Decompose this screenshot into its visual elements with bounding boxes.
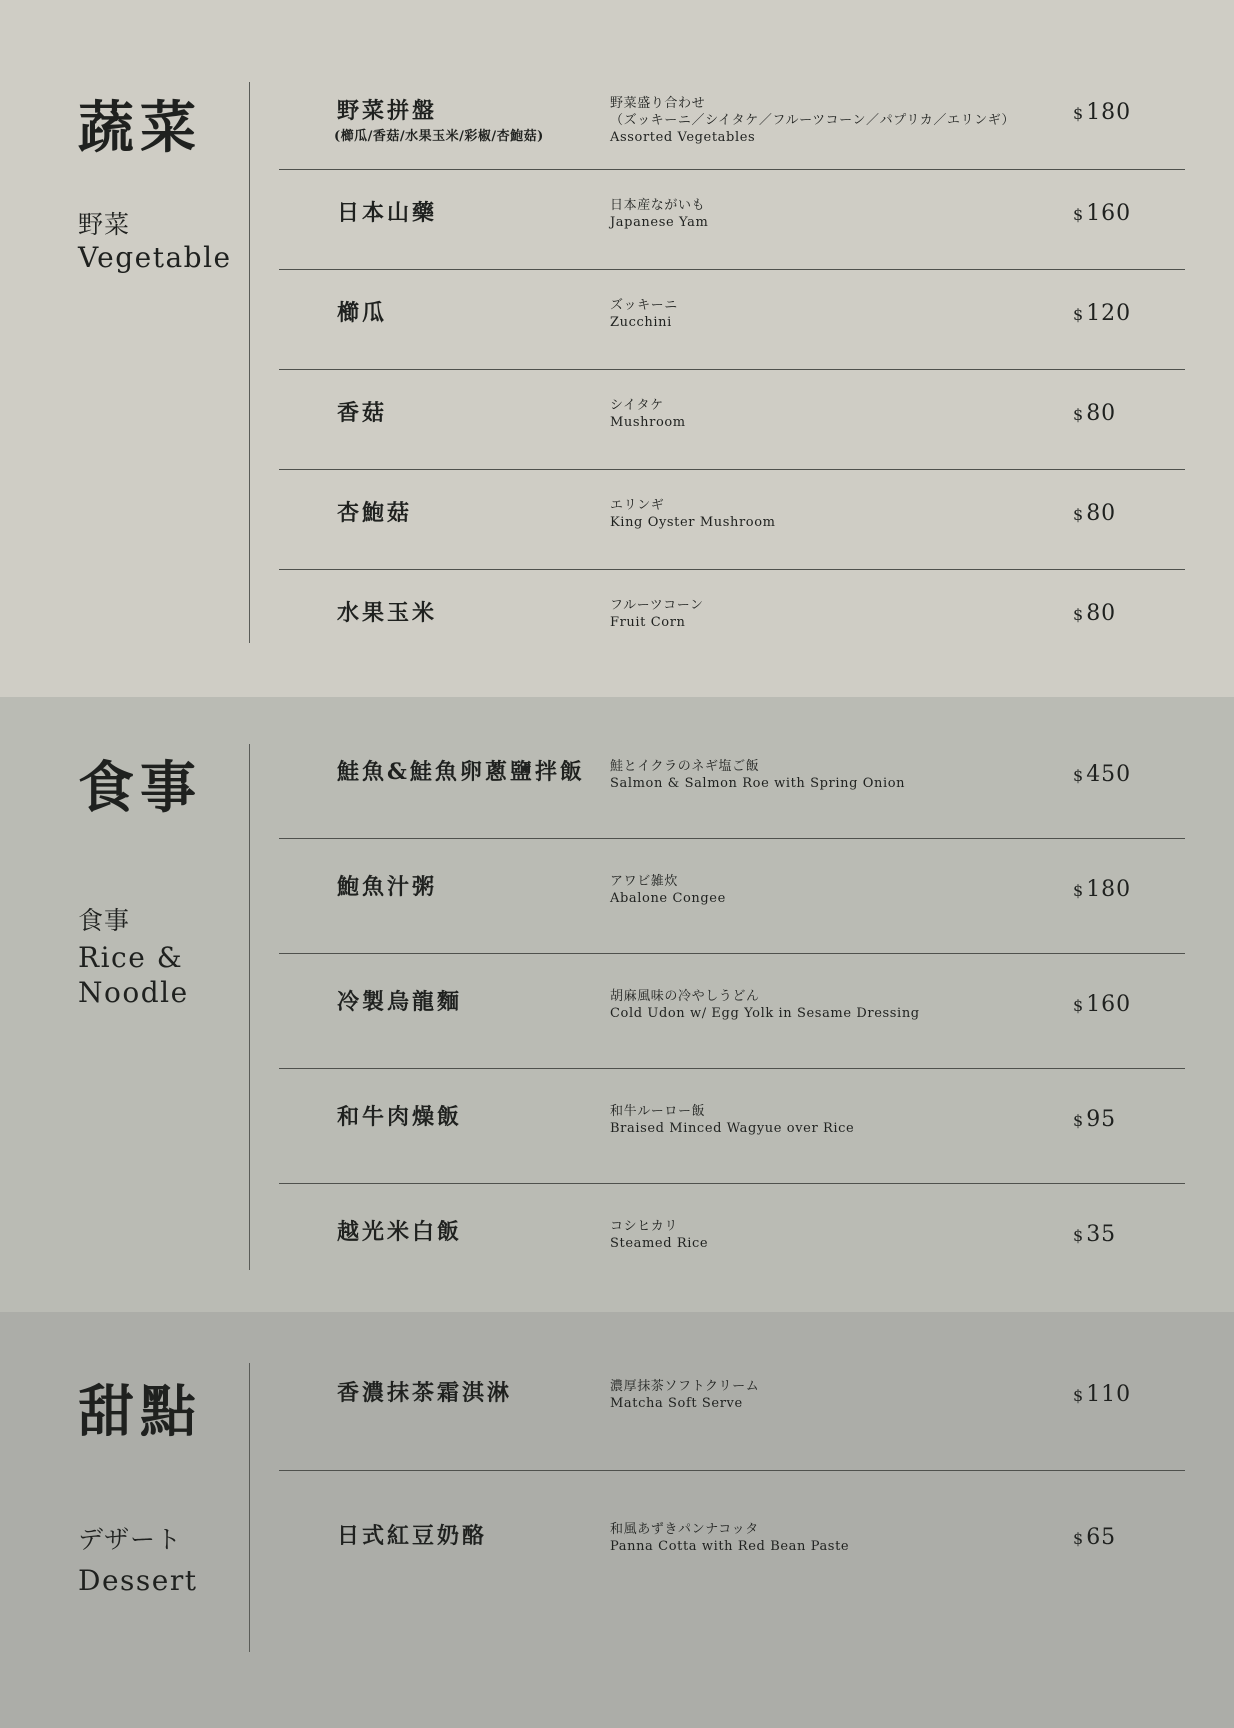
menu-item-name-ja: 野菜盛り合わせ <box>610 96 706 111</box>
menu-item-price <box>1073 201 1131 226</box>
section-subtitle-en: Rice & <box>78 941 184 975</box>
menu-item-description <box>610 197 708 231</box>
section-vegetable <box>0 0 1234 697</box>
section-subtitle-ja: 野菜 <box>78 210 131 239</box>
row-divider <box>279 838 1185 839</box>
menu-item-name-ja: アワビ雑炊 <box>610 874 679 889</box>
menu-item-description <box>610 1218 708 1252</box>
section-title: 甜點 <box>78 1379 202 1445</box>
price-value: 160 <box>1086 201 1132 226</box>
menu-item-description <box>610 988 920 1022</box>
section-dessert <box>0 1312 1234 1728</box>
menu-item-description <box>610 1103 854 1137</box>
row-divider <box>279 569 1185 570</box>
menu-item-price <box>1073 401 1116 426</box>
section-subtitle <box>78 209 232 275</box>
menu-item-description <box>610 597 704 631</box>
section-subtitle-en: Noodle <box>78 976 189 1010</box>
menu-item-name-ja: 和牛ルーロー飯 <box>610 1104 706 1119</box>
price-value: 160 <box>1086 992 1132 1017</box>
price-value: 110 <box>1086 1382 1132 1407</box>
price-value: 65 <box>1086 1525 1117 1550</box>
menu-item-price <box>1073 992 1131 1017</box>
menu-item-name-en: Cold Udon w/ Egg Yolk in Sesame Dressing <box>610 1006 920 1021</box>
menu-item-description <box>610 758 905 792</box>
row-divider <box>279 1470 1185 1471</box>
menu-item-description <box>610 95 1015 146</box>
menu-item-name-en: Steamed Rice <box>610 1236 709 1251</box>
menu-item-name-en: Abalone Congee <box>610 891 726 906</box>
menu-item-name: 和牛肉燥飯 <box>337 1104 463 1130</box>
menu-item-name-en: Braised Minced Wagyue over Rice <box>610 1121 855 1136</box>
price-value: 80 <box>1086 601 1117 626</box>
menu-item-description <box>610 873 726 907</box>
menu-item-contents-ja: （ズッキーニ／シイタケ／フルーツコーン／パプリカ／エリンギ） <box>610 113 1016 128</box>
menu-item-name: 香濃抹茶霜淇淋 <box>337 1380 513 1406</box>
menu-item-name-ja: 胡麻風味の冷やしうどん <box>610 989 760 1004</box>
menu-item-name-en: Salmon & Salmon Roe with Spring Onion <box>610 776 906 791</box>
menu-item-name: 冷製烏龍麵 <box>337 989 463 1015</box>
menu-item-name: 越光米白飯 <box>337 1219 463 1245</box>
currency-symbol: $ <box>1073 766 1085 785</box>
menu-item-price <box>1073 1222 1116 1247</box>
row-divider <box>279 269 1185 270</box>
section-divider-vertical <box>249 1363 250 1652</box>
menu-item-name-ja: フルーツコーン <box>610 598 704 613</box>
row-divider <box>279 169 1185 170</box>
currency-symbol: $ <box>1073 505 1085 524</box>
row-divider <box>279 1183 1185 1184</box>
menu-item-name: 日本山藥 <box>337 200 438 226</box>
row-divider <box>279 469 1185 470</box>
menu-item-name-en: Zucchini <box>610 315 672 330</box>
menu-item-price <box>1073 762 1131 787</box>
menu-item-description <box>610 397 686 431</box>
menu-item-name-en: Matcha Soft Serve <box>610 1396 743 1411</box>
menu-item-price <box>1073 1107 1116 1132</box>
menu-item-name: 日式紅豆奶酪 <box>337 1523 488 1549</box>
menu-item-name: 香菇 <box>337 400 388 426</box>
menu-item-name-ja: 濃厚抹茶ソフトクリーム <box>610 1379 760 1394</box>
price-value: 80 <box>1086 401 1117 426</box>
section-divider-vertical <box>249 82 250 643</box>
currency-symbol: $ <box>1073 1111 1085 1130</box>
price-value: 120 <box>1086 301 1132 326</box>
price-value: 450 <box>1086 762 1132 787</box>
menu-item-price <box>1073 601 1116 626</box>
currency-symbol: $ <box>1073 1226 1085 1245</box>
price-value: 95 <box>1086 1107 1117 1132</box>
menu-item-price <box>1073 100 1131 125</box>
menu-item-description <box>610 497 776 531</box>
currency-symbol: $ <box>1073 205 1085 224</box>
row-divider <box>279 1068 1185 1069</box>
section-rice-noodle <box>0 697 1234 1312</box>
price-value: 35 <box>1086 1222 1117 1247</box>
section-subtitle-ja: 食事 <box>78 906 131 935</box>
currency-symbol: $ <box>1073 104 1085 123</box>
menu-item-description <box>610 297 678 331</box>
menu-item-name-en: Panna Cotta with Red Bean Paste <box>610 1539 850 1554</box>
currency-symbol: $ <box>1073 881 1085 900</box>
menu-item-name-ja: コシヒカリ <box>610 1219 679 1234</box>
menu-item-name: 野菜拼盤 <box>337 98 438 124</box>
menu-item-price <box>1073 501 1116 526</box>
row-divider <box>279 369 1185 370</box>
menu-item-name-ja: ズッキーニ <box>610 298 678 313</box>
menu-item-note: (櫛瓜/香菇/水果玉米/彩椒/杏鮑菇) <box>334 129 544 144</box>
section-subtitle-ja: デザート <box>78 1525 183 1554</box>
menu-item-name-ja: 鮭とイクラのネギ塩ご飯 <box>610 759 760 774</box>
menu-item-price <box>1073 877 1131 902</box>
menu-item-name: 鮭魚&鮭魚卵蔥鹽拌飯 <box>337 759 585 785</box>
section-subtitle-en: Vegetable <box>78 241 232 275</box>
menu-item-price <box>1073 1525 1116 1550</box>
menu-item-price <box>1073 301 1131 326</box>
menu-item-name-en: Fruit Corn <box>610 615 686 630</box>
price-value: 80 <box>1086 501 1117 526</box>
menu-item-description <box>610 1521 849 1555</box>
menu-item-description <box>610 1378 759 1412</box>
menu-item-name-ja: エリンギ <box>610 498 665 513</box>
menu-item-name: 杏鮑菇 <box>337 500 413 526</box>
menu-item-name: 水果玉米 <box>337 600 438 626</box>
row-divider <box>279 953 1185 954</box>
menu-item-name-en: King Oyster Mushroom <box>610 515 776 530</box>
price-value: 180 <box>1086 877 1132 902</box>
menu-item-name-en: Mushroom <box>610 415 686 430</box>
section-divider-vertical <box>249 744 250 1270</box>
section-subtitle <box>78 905 189 1010</box>
currency-symbol: $ <box>1073 1529 1085 1548</box>
menu-item-name-en: Assorted Vegetables <box>610 130 756 145</box>
menu-item-price <box>1073 1382 1131 1407</box>
menu-item-name: 櫛瓜 <box>337 300 388 326</box>
price-value: 180 <box>1086 100 1132 125</box>
menu-item-name-ja: シイタケ <box>610 398 664 413</box>
section-title: 食事 <box>78 755 202 821</box>
section-subtitle-en: Dessert <box>78 1564 198 1598</box>
menu-item-name-ja: 日本産ながいも <box>610 198 706 213</box>
currency-symbol: $ <box>1073 996 1085 1015</box>
menu-item-name-ja: 和風あずきパンナコッタ <box>610 1522 759 1537</box>
currency-symbol: $ <box>1073 305 1085 324</box>
menu-item-name-en: Japanese Yam <box>610 215 709 230</box>
currency-symbol: $ <box>1073 405 1085 424</box>
menu-item-name: 鮑魚汁粥 <box>337 874 438 900</box>
section-title: 蔬菜 <box>78 95 202 161</box>
section-subtitle <box>78 1524 197 1598</box>
currency-symbol: $ <box>1073 605 1085 624</box>
currency-symbol: $ <box>1073 1386 1085 1405</box>
